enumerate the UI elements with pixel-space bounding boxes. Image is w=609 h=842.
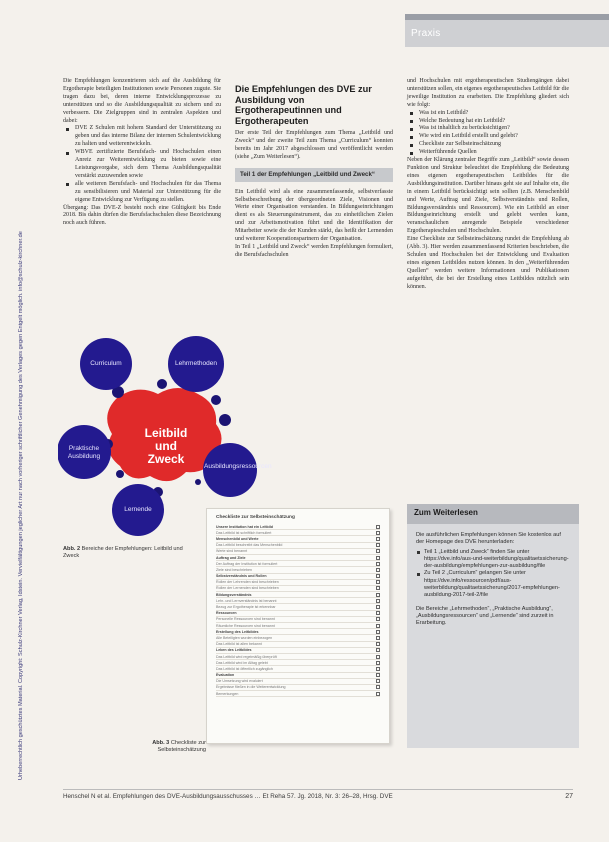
checklist-row	[216, 691, 380, 697]
leitbild-diagram	[58, 322, 272, 537]
article-headline: Die Empfehlungen des DVE zur Ausbildung von Ergotherapeutinnen und Ergotherapeuten	[235, 84, 372, 126]
checkbox-icon	[376, 537, 380, 541]
col3-bullet-list	[407, 110, 569, 157]
checklist-image	[206, 508, 390, 744]
column-3	[407, 78, 569, 291]
checklist-title: Checkliste zur Selbsteinschätzung	[216, 515, 295, 520]
checklist-row-text: Das Leitbild ist schriftlich formuliert	[216, 530, 272, 535]
checkbox-icon	[376, 679, 380, 683]
checkbox-icon	[376, 661, 380, 665]
col1-outro: Übergang: Das DVE-Z besteht noch eine Gültigkeit bis Ende 2018. Bis dahin dürfen die Berufsfachschulen diese Bezeichnung noch auch führen.	[63, 204, 221, 227]
col3-paragraph-1: und Hochschulen mit ergotherapeutischen Studiengängen dabei unterstützen sollen, ein eigenes ergotherapeutisches Leitbild für die jeweilige Institution zu erarbeiten. Die Empfehlung gliedert sich wie folgt:	[407, 78, 569, 108]
checkbox-icon	[376, 556, 380, 560]
checklist-row-text: Unsere Institution hat ein Leitbild	[216, 524, 273, 529]
checklist-row-text: Ziele sind beschrieben	[216, 567, 252, 572]
checkbox-icon	[376, 617, 380, 621]
checkbox-icon	[376, 636, 380, 640]
checklist-row-text: Alle Beteiligten wurden einbezogen	[216, 635, 273, 640]
checklist-row-text: Das Leitbild ist öffentlich zugänglich	[216, 666, 273, 671]
checkbox-icon	[376, 648, 380, 652]
checklist-row-text: Werte sind benannt	[216, 549, 248, 554]
checkbox-icon	[376, 692, 380, 696]
copyright-notice: Urheberrechtlich geschütztes Material. Copyright: Schulz-Kirchner Verlag, Idstein. Vervielfältigungen jeglicher Art nur nach vorheriger schriftlicher Genehmigung des Verlages gegen Entgelt möglich. info@schulz-kirchner.de	[18, 231, 24, 780]
caption-text: Checkliste zur Selbsteinschätzung	[157, 740, 206, 753]
further-reading-box	[407, 504, 579, 748]
checkbox-icon	[376, 574, 380, 578]
further-reading-body	[407, 524, 579, 636]
checklist-row-text: Lehr- und Lernverständnis ist benannt	[216, 598, 277, 603]
col3-bullet: Was ist ein Leitbild?	[407, 110, 569, 118]
checklist-row-text: Das Leitbild ist allen bekannt	[216, 642, 262, 647]
footer-citation: Henschel N et al. Empfehlungen des DVE-Ausbildungsausschusses … Et Reha 57. Jg. 2018, Nr. 3: 26–28, Hrsg. DVE	[63, 793, 393, 800]
col3-bullet: Weiterführende Quellen	[407, 149, 569, 157]
checkbox-icon	[376, 605, 380, 609]
col3-bullet: Welche Bedeutung hat ein Leitbild?	[407, 118, 569, 126]
checklist-row-text: Ressourcen	[216, 611, 237, 616]
checklist-row-text: Auftrag und Ziele	[216, 555, 246, 560]
col3-paragraph-2: Neben der Klärung zentraler Begriffe zum „Leitbild“ sowie dessen Funktion und Struktur beleuchtet die Empfehlung die Bedeutung eines eigenen ergotherapeutischen Leitbildes für die Ausbildungsinstitution. Darüber hinaus geht sie auf Inhalte ein, die in einem Leitbild berücksichtigt sein sollten (z.B. Menschenbild und Werte, Auftrag und Ziele, Selbstverständnis und Rollen, Bildungsverständnis und Ressourcen). Wie ein Leitbild an einer Bildungseinrichtung erstellt und gelebt werden kann, veranschaulichen anregende Beispiele verschiedener Ergotherapieschulen und Hochschulen.	[407, 157, 569, 235]
checkbox-icon	[376, 549, 380, 553]
checklist-row-text: Die Umsetzung wird evaluiert	[216, 679, 263, 684]
section-tab	[405, 14, 609, 47]
footer	[63, 793, 573, 800]
checkbox-icon	[376, 624, 380, 628]
checkbox-icon	[376, 525, 380, 529]
col1-bullet-list	[63, 125, 221, 204]
col3-bullet: Was ist inhaltlich zu berücksichtigen?	[407, 125, 569, 133]
dot	[211, 395, 221, 405]
col1-intro: Die Empfehlungen konzentrieren sich auf die Ausbildung für Ergotherapie beteiligten Institutionen sowie Personen zugute. Sie tragen dazu bei, deren interne Entwicklungsprozesse zu unterstützen und so die Ausbildungsqualität zu sichern und zu verbessern. Die Zielgruppen sind in zentralen Aspekten und dabei:	[63, 78, 221, 124]
checklist-row-text: Bezug zur Ergotherapie ist erkennbar	[216, 605, 276, 610]
checklist-row-text: Rollen der Lehrenden sind beschrieben	[216, 580, 279, 585]
checkbox-icon	[376, 611, 380, 615]
dot	[157, 379, 167, 389]
checkbox-icon	[376, 543, 380, 547]
col3-bullet: Wie wird ein Leitbild erstellt und gelebt?	[407, 133, 569, 141]
checkbox-icon	[376, 630, 380, 634]
checkbox-icon	[376, 593, 380, 597]
col1-bullet: alle weiteren Berufsfach- und Hochschulen für das Thema zu sensibilisieren und Material zur Unterstützung für die eigene Entwicklung zur Verfügung zu stellen.	[63, 181, 221, 205]
dot	[219, 414, 231, 426]
dot	[195, 479, 201, 485]
col2-paragraph-1: Der erste Teil der Empfehlungen zum Thema „Leitbild und Zweck“ und der zweite Teil zum Thema „Curriculum“ konnten bereits im Jahr 2017 abgeschlossen und veröffentlicht werden (siehe „Zum Weiterlesen“).	[235, 130, 393, 160]
center-label	[126, 427, 206, 466]
further-reading-link[interactable]: Teil 1 „Leitbild und Zweck“ finden Sie unter https://dve.info/aus-und-weiterbildung/qualitaetssicherung-der-ausbildung/empfehlungen-zur-ausbildung/file	[416, 549, 570, 571]
checklist-row-text: Ergebnisse fließen in die Weiterentwicklung	[216, 685, 286, 690]
col2-paragraph-2: Ein Leitbild wird als eine zusammenfassende, selbstverfasste Selbstbeschreibung der übergeordneten Ziele, Visionen und Werte einer Organisation verstanden. In Bildungseinrichtungen dient es als Steuerungsinstrument, das zu einheitlichen Zielen und zur Arbeitsmotivation führt und die Identifikation der Mitarbeiter sowie die der Kunden stärkt, das heißt der Lernenden und weiterer Kooperationspartnern der Organisation.	[235, 188, 393, 243]
node-ausbildungsressourcen: Ausbildungsressourcen	[204, 463, 272, 470]
further-reading-links	[416, 549, 570, 600]
checklist-row-text: Der Auftrag der Institution ist formuliert	[216, 561, 278, 566]
checklist-row-text: Das Leitbild wird regelmäßig überprüft	[216, 654, 277, 659]
checkbox-icon	[376, 655, 380, 659]
node-curriculum: Curriculum	[90, 360, 122, 367]
further-reading-title: Zum Weiterlesen	[407, 504, 579, 524]
column-1	[63, 78, 221, 228]
further-reading-link[interactable]: Zu Teil 2 „Curriculum“ gelangen Sie unter https://dve.info/ressourcen/pdf/aus-weiterbildung/qualitaetssicherung/2017-empfehlungen-ausbildung-2017-teil-2/file	[416, 570, 570, 599]
checkbox-icon	[376, 580, 380, 584]
column-2	[235, 84, 393, 260]
checklist-row-text: Leben des Leitbildes	[216, 648, 252, 653]
checkbox-icon	[376, 531, 380, 535]
checkbox-icon	[376, 599, 380, 603]
checkbox-icon	[376, 586, 380, 590]
checkbox-icon	[376, 568, 380, 572]
center-label-line: Leitbild	[144, 426, 188, 440]
node-praktische-ausbildung: Praktische Ausbildung	[67, 445, 101, 460]
figure-2-caption	[63, 546, 183, 560]
checklist-row-text: Bildungsverständnis	[216, 592, 252, 597]
caption-label: Abb. 3	[152, 740, 170, 746]
node-lehrmethoden: Lehrmethoden	[175, 360, 217, 367]
checklist-row-text: Das Leitbild beschreibt das Menschenbild	[216, 543, 283, 548]
checklist-rows	[216, 524, 380, 697]
further-reading-intro: Die ausführlichen Empfehlungen können Sie kostenlos auf der Homepage des DVE herunterladen:	[416, 532, 561, 546]
caption-label: Abb. 2	[63, 546, 81, 552]
dot	[116, 470, 124, 478]
section-box-title: Teil 1 der Empfehlungen „Leitbild und Zweck“	[235, 168, 393, 182]
checklist-row-text: Personelle Ressourcen sind benannt	[216, 617, 275, 622]
checklist-row-text: Räumliche Ressourcen sind benannt	[216, 623, 275, 628]
footer-rule	[63, 789, 573, 790]
checkbox-icon	[376, 667, 380, 671]
col3-paragraph-3: Eine Checkliste zur Selbsteinschätzung rundet die Empfehlung ab (Abb. 3). Hier werden zusammenfassend Kriterien beschrieben, die Schulen und Hochschulen bei der Entwicklung und Evaluation eines eigenen Leitbildes nutzen können. In den „Weiterführenden Quellen“ werden weitere Informationen und Publikationen aufgeführt, die bei der Erstellung eines Leitbildes nützlich sein können.	[407, 236, 569, 290]
checkbox-icon	[376, 642, 380, 646]
col2-paragraph-3: In Teil 1 „Leitbild und Zweck“ werden Empfehlungen formuliert, die Berufsfachschulen	[235, 243, 393, 258]
node-lernende: Lernende	[124, 506, 152, 513]
col3-bullet: Checkliste zur Selbsteinschätzung	[407, 141, 569, 149]
checkbox-icon	[376, 562, 380, 566]
further-reading-outro: Die Bereiche „Lehrmethoden“, „Praktische Ausbildung“, „Ausbildungsressourcen“ und „Lernende“ sind zurzeit in Erarbeitung.	[416, 605, 554, 627]
checkbox-icon	[376, 685, 380, 689]
checklist-row-text: Evaluation	[216, 673, 235, 678]
checklist-row-text: Erstellung des Leitbildes	[216, 629, 259, 634]
section-label: Praxis	[411, 28, 441, 39]
figure-3-caption	[126, 740, 206, 754]
checklist-row-text: Das Leitbild wird im Alltag gelebt	[216, 660, 268, 665]
checklist-row-text: Menschenbild und Werte	[216, 536, 259, 541]
checkbox-icon	[376, 673, 380, 677]
col1-bullet: DVE Z Schulen mit hohem Standard der Unterstützung zu geben und das interne Bilanz der internen Schulentwicklung zu halten und weiterentwickeln.	[63, 125, 221, 149]
checklist-row-text: Bemerkungen	[216, 691, 239, 696]
col1-bullet: WBVE zertifizierte Berufsfach- und Hochschulen einen Anreiz zur Weiterentwicklung zu bieten sowie eine Leistungsvorgabe, sich dem Thema Ausbildungsqualität verstärkt zuzuwenden sowie	[63, 149, 221, 181]
center-label-line: Zweck	[147, 452, 185, 466]
center-label-line: und	[155, 439, 177, 453]
caption-text: Bereiche der Empfehlungen: Leitbild und Zweck	[63, 546, 183, 559]
page-number: 27	[565, 793, 573, 800]
checklist-row-text: Rollen der Lernenden sind beschrieben	[216, 586, 279, 591]
checklist-row-text: Selbstverständnis und Rollen	[216, 574, 267, 579]
